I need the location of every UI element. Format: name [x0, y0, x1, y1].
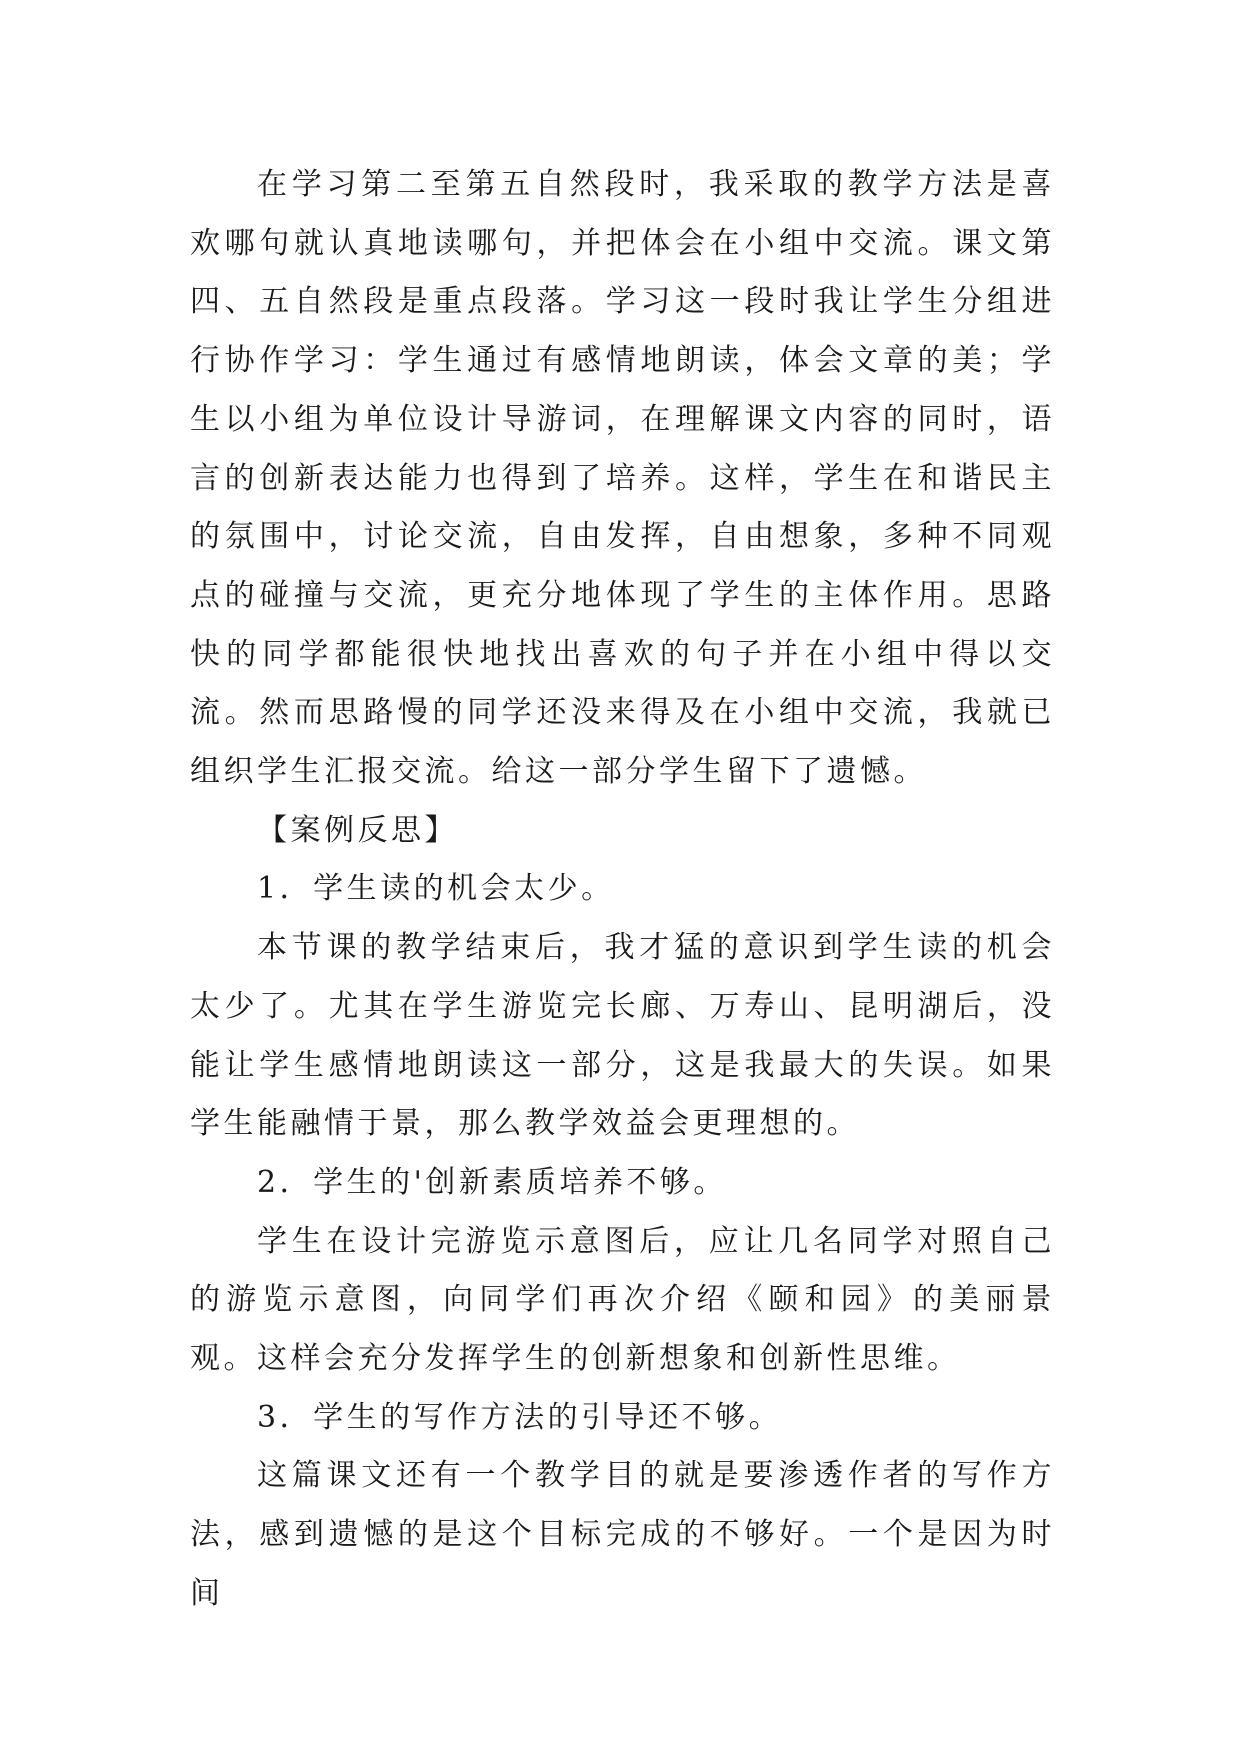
point-1-body: 本节课的教学结束后，我才猛的意识到学生读的机会太少了。尤其在学生游览完长廊、万寿山、昆明湖后，没能让学生感情地朗读这一部分，这是我最大的失误。如果学生能融情于景，那么教学效益会更理想的。: [190, 930, 1055, 1142]
document-page: [190, 156, 1055, 1624]
point-1-heading: 1．学生读的机会太少。: [257, 871, 615, 907]
point-2-heading: 2．学生的'创新素质培养不够。: [257, 1164, 727, 1200]
point-2-body: 学生在设计完游览示意图后，应让几名同学对照自己的游览示意图，向同学们再次介绍《颐和园》的美丽景观。这样会充分发挥学生的创新想象和创新性思维。: [190, 1223, 1055, 1377]
point-3-body: 这篇课文还有一个教学目的就是要渗透作者的写作方法，感到遗憾的是这个目标完成的不够好。一个是因为时间: [190, 1458, 1055, 1611]
paragraph-teaching-method: 在学习第二至第五自然段时，我采取的教学方法是喜欢哪句就认真地读哪句，并把体会在小组中交流。课文第四、五自然段是重点段落。学习这一段时我让学生分组进行协作学习：学生通过有感情地朗读，体会文章的美；学生以小组为单位设计导游词，在理解课文内容的同时，语言的创新表达能力也得到了培养。这样，学生在和谐民主的氛围中，讨论交流，自由发挥，自由想象，多种不同观点的碰撞与交流，更充分地体现了学生的主体作用。思路快的同学都能很快地找出喜欢的句子并在小组中得以交流。然而思路慢的同学还没来得及在小组中交流，我就已组织学生汇报交流。给这一部分学生留下了遗憾。: [190, 167, 1055, 790]
section-heading-case-reflection: 【案例反思】: [257, 812, 458, 848]
point-3-heading: 3．学生的写作方法的引导还不够。: [257, 1399, 783, 1435]
